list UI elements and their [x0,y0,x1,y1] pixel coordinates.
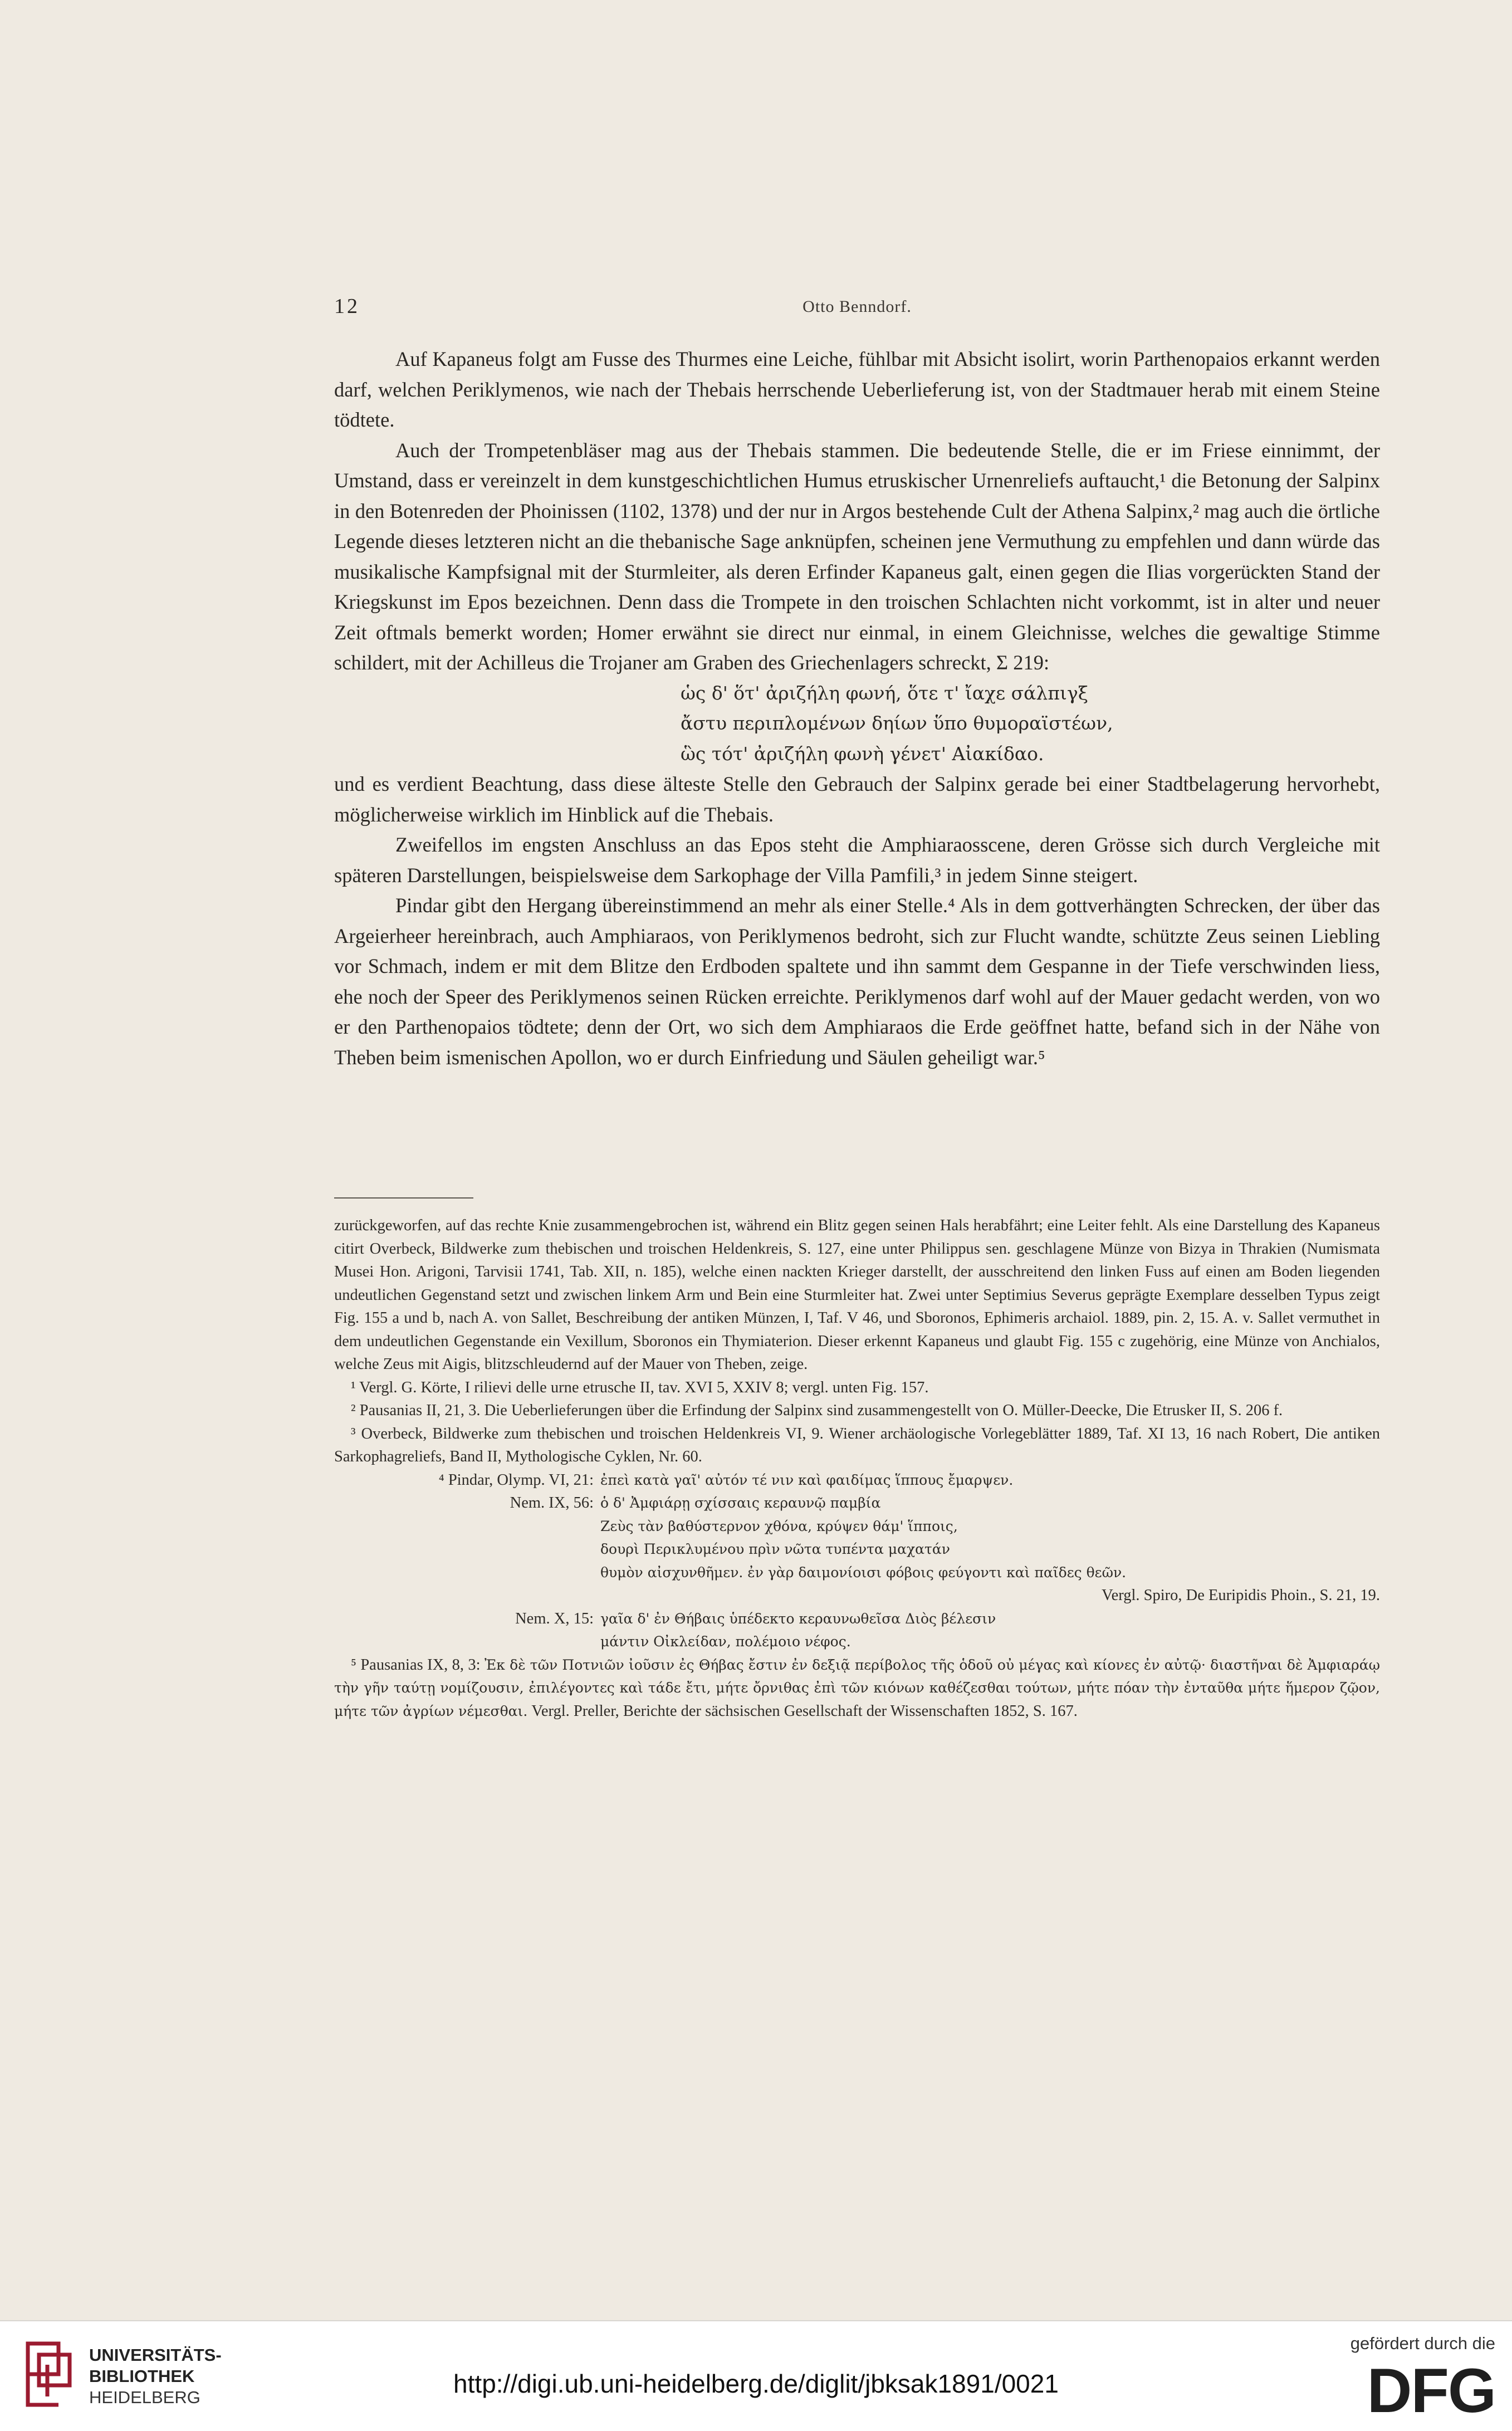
citation-reference: Vergl. Preller, Berichte der sächsischen Gesellschaft der Wissenschaften 1852, S. 167. [527,1702,1078,1720]
page-number: 12 [334,295,360,318]
paragraph: Pindar gibt den Hergang übereinstimmend an mehr als einer Stelle.⁴ Als in dem gottverhängten Schrecken, der über das Argeierheer hereinbrach, auch Amphiaraos, von Periklymenos bedroht, sich zur Flucht wandte, schützte Zeus seinen Liebling vor Schmach, indem er mit dem Blitze den Erdboden spaltete und ihn sammt dem Gespanne in der Tiefe verschwinden liess, ehe noch der Speer des Periklymenos seinen Rücken erreichte. Periklymenos darf wohl auf der Mauer gedacht werden, von wo er den Parthenopaios tödtete; denn der Ort, wo sich dem Amphiaraos die Erde geöffnet hatte, befand sich in der Nähe von Theben beim ismenischen Apollon, wo er durch Einfriedung und Säulen geheiligt war.⁵ [334,894,1380,1069]
greek-quote: δουρὶ Περικλυμένου πρὶν νῶτα τυπέντα μαχατάν [600,1541,950,1557]
greek-quote: ὁ δ' Ἀμφιάρῃ σχίσσαις κεραυνῷ παμβία [600,1495,881,1511]
citation: ⁴ Pindar, Olymp. VI, 21: [438,1471,594,1489]
viewer-footer [0,2320,1512,2431]
verse-line: ἄστυ περιπλομένων δηίων ὕπο θυμοραϊστέων, [681,712,1113,734]
main-text [334,344,1380,1073]
paragraph: Auf Kapaneus folgt am Fusse des Thurmes eine Leiche, fühlbar mit Absicht isolirt, worin Parthenopaios erkannt werden darf, welchen Periklymenos, wie nach der Thebais herrschende Ueberlieferung ist, von der Stadtmauer herab mit einem Steine tödtete. [334,348,1380,431]
greek-quote: γαῖα δ' ἐν Θήβαις ὑπέδεκτο κεραυνωθεῖσα Διὸς βέλεσιν [600,1610,996,1627]
footnote-rule [334,1197,473,1199]
paragraph: und es verdient Beachtung, dass diese älteste Stelle den Gebrauch der Salpinx gerade bei einer Stadtbelagerung hervorhebt, möglicherweise wirklich im Hinblick auf die Thebais. [334,772,1380,826]
footnote-3: ³ Overbeck, Bildwerke zum thebischen und troischen Heldenkreis VI, 9. Wiener archäologische Vorlegeblätter 1889, Taf. XI 13, 16 nach Robert, Die antiken Sarkophagreliefs, Band II, Mythologische Cyklen, Nr. 60. [334,1425,1380,1465]
verse-line: ὣς τότ' ἀριζήλη φωνὴ γένετ' Αἰακίδαο. [681,742,1044,765]
running-head: Otto Benndorf. [803,297,912,316]
citation: ⁵ Pausanias IX, 8, 3: [351,1656,485,1674]
library-name: UNIVERSITÄTS- BIBLIOTHEK HEIDELBERG [89,2345,222,2407]
footnote-1: ¹ Vergl. G. Körte, I rilievi delle urne etrusche II, tav. XVI 5, XXIV 8; vergl. unten Fig. 157. [351,1378,929,1396]
citation: Nem. IX, 56: [510,1494,594,1512]
document-url-link[interactable]: http://digi.ub.uni-heidelberg.de/diglit/jbksak1891/0021 [453,2369,1059,2398]
greek-quote: μάντιν Οἰκλείδαν, πολέμοιο νέφος. [600,1633,851,1650]
dfg-logo: DFG [1367,2356,1495,2425]
footnote-5 [334,1654,1380,1723]
verse-line: ὡς δ' ὅτ' ἀριζήλη φωνή, ὅτε τ' ἴαχε σάλπιγξ [681,682,1088,704]
greek-quote: ἐπεὶ κατὰ γαῖ' αὐτόν τέ νιν καὶ φαιδίμας ἵππους ἔμαρψεν. [600,1471,1014,1488]
footnotes [334,1214,1380,1723]
funding-note: gefördert durch die [1350,2334,1495,2353]
citation: Nem. X, 15: [515,1610,594,1627]
footnote-2: ² Pausanias II, 21, 3. Die Ueberlieferungen über die Erfindung der Salpinx sind zusammengestellt von O. Müller-Deecke, Die Etrusker II, S. 206 f. [351,1402,1283,1419]
greek-quote: Ἐκ δὲ τῶν Ποτνιῶν ἰοῦσιν ἐς Θήβας ἔστιν ἐν δεξιᾷ περίβολος τῆς ὁδοῦ οὐ μέγας καὶ κίονες ἐν αὐτῷ· διαστῆναι δὲ Ἀμφιαράῳ τὴν γῆν ταύτῃ νομίζουσιν, ἐπιλέγοντες καὶ τάδε ἔτι, μήτε ὄρνιθας ἐπὶ τῶν κιόνων καθέζεσθαι τούτων, μήτε πόαν τὴν ἐνταῦθα μήτε ἥμερον ζῷον, μήτε τῶν ἀγρίων νέμεσθαι. [334,1656,1380,1719]
greek-quote: Ζεὺς τὰν βαθύστερνον χθόνα, κρύψεν θάμ' ἵπποις, [600,1518,958,1534]
footnote-4 [334,1469,1380,1654]
citation-reference: Vergl. Spiro, De Euripidis Phoin., S. 21, 19. [1102,1587,1380,1604]
paragraph: Zweifellos im engsten Anschluss an das Epos steht die Amphiaraosscene, deren Grösse sich durch Vergleiche mit späteren Darstellungen, beispielsweise dem Sarkophage der Villa Pamfili,³ in jedem Sinne steigert. [334,833,1380,887]
paragraph: Auch der Trompetenbläser mag aus der Thebais stammen. Die bedeutende Stelle, die er im Friese einnimmt, der Umstand, dass er vereinzelt in dem kunstgeschichtlichen Humus etruskischer Urnenreliefs auftaucht,¹ die Betonung der Salpinx in den Botenreden der Phoinissen (1102, 1378) und der nur in Argos bestehende Cult der Athena Salpinx,² mag auch die örtliche Legende dieses letzteren nicht an die thebanische Sage anknüpfen, scheinen jene Vermuthung zu empfehlen und dann würde das musikalische Kampfsignal mit der Sturmleiter, als deren Erfinder Kapaneus galt, einen gegen die Ilias vorgerückten Stand der Kriegskunst im Epos bezeichnen. Denn dass die Trompete in den troischen Schlachten nicht vorkommt, ist in alter und neuer Zeit oftmals bemerkt worden; Homer erwähnt sie direct nur einmal, in einem Gleichnisse, welches die gewaltige Stimme schildert, mit der Achilleus die Trojaner am Graben des Griechenlagers schreckt, Σ 219: [334,438,1380,674]
greek-quote: θυμὸν αἰσχυνθῆμεν. ἐν γὰρ δαιμονίοισι φόβοις φεύγοντι καὶ παῖδες θεῶν. [600,1564,1127,1581]
footnote-continued: zurückgeworfen, auf das rechte Knie zusammengebrochen ist, während ein Blitz gegen seinen Hals herabfährt; eine Leiter fehlt. Als eine Darstellung des Kapaneus citirt Overbeck, Bildwerke zum thebischen und troischen Heldenkreis, S. 127, eine unter Philippus sen. geschlagene Münze von Bizya in Thrakien (Numismata Musei Hon. Arigoni, Tarvisii 1741, Tab. XII, n. 185), welche einen nackten Krieger darstellt, der ausschreitend den linken Fuss auf einen am Boden liegenden undeutlichen Gegenstand setzt und zwischen linkem Arm und Bein eine Sturmleiter hat. Zwei unter Septimius Severus geprägte Exemplare desselben Typus zeigt Fig. 155 a und b, nach A. von Sallet, Beschreibung der antiken Münzen, I, Taf. V 46, und Sboronos, Ephimeris archaiol. 1889, pin. 2, 15. A. v. Sallet vermuthet in dem undeutlichen Gegenstande ein Vexillum, Sboronos ein Thymiaterion. Dieser erkennt Kapaneus und glaubt Fig. 155 c zugehörig, eine Münze von Anchialos, welche Zeus mit Aigis, blitzschleudernd auf der Mauer von Theben, zeige. [334,1217,1380,1373]
greek-verse [334,678,1380,770]
page-header [334,294,1380,333]
